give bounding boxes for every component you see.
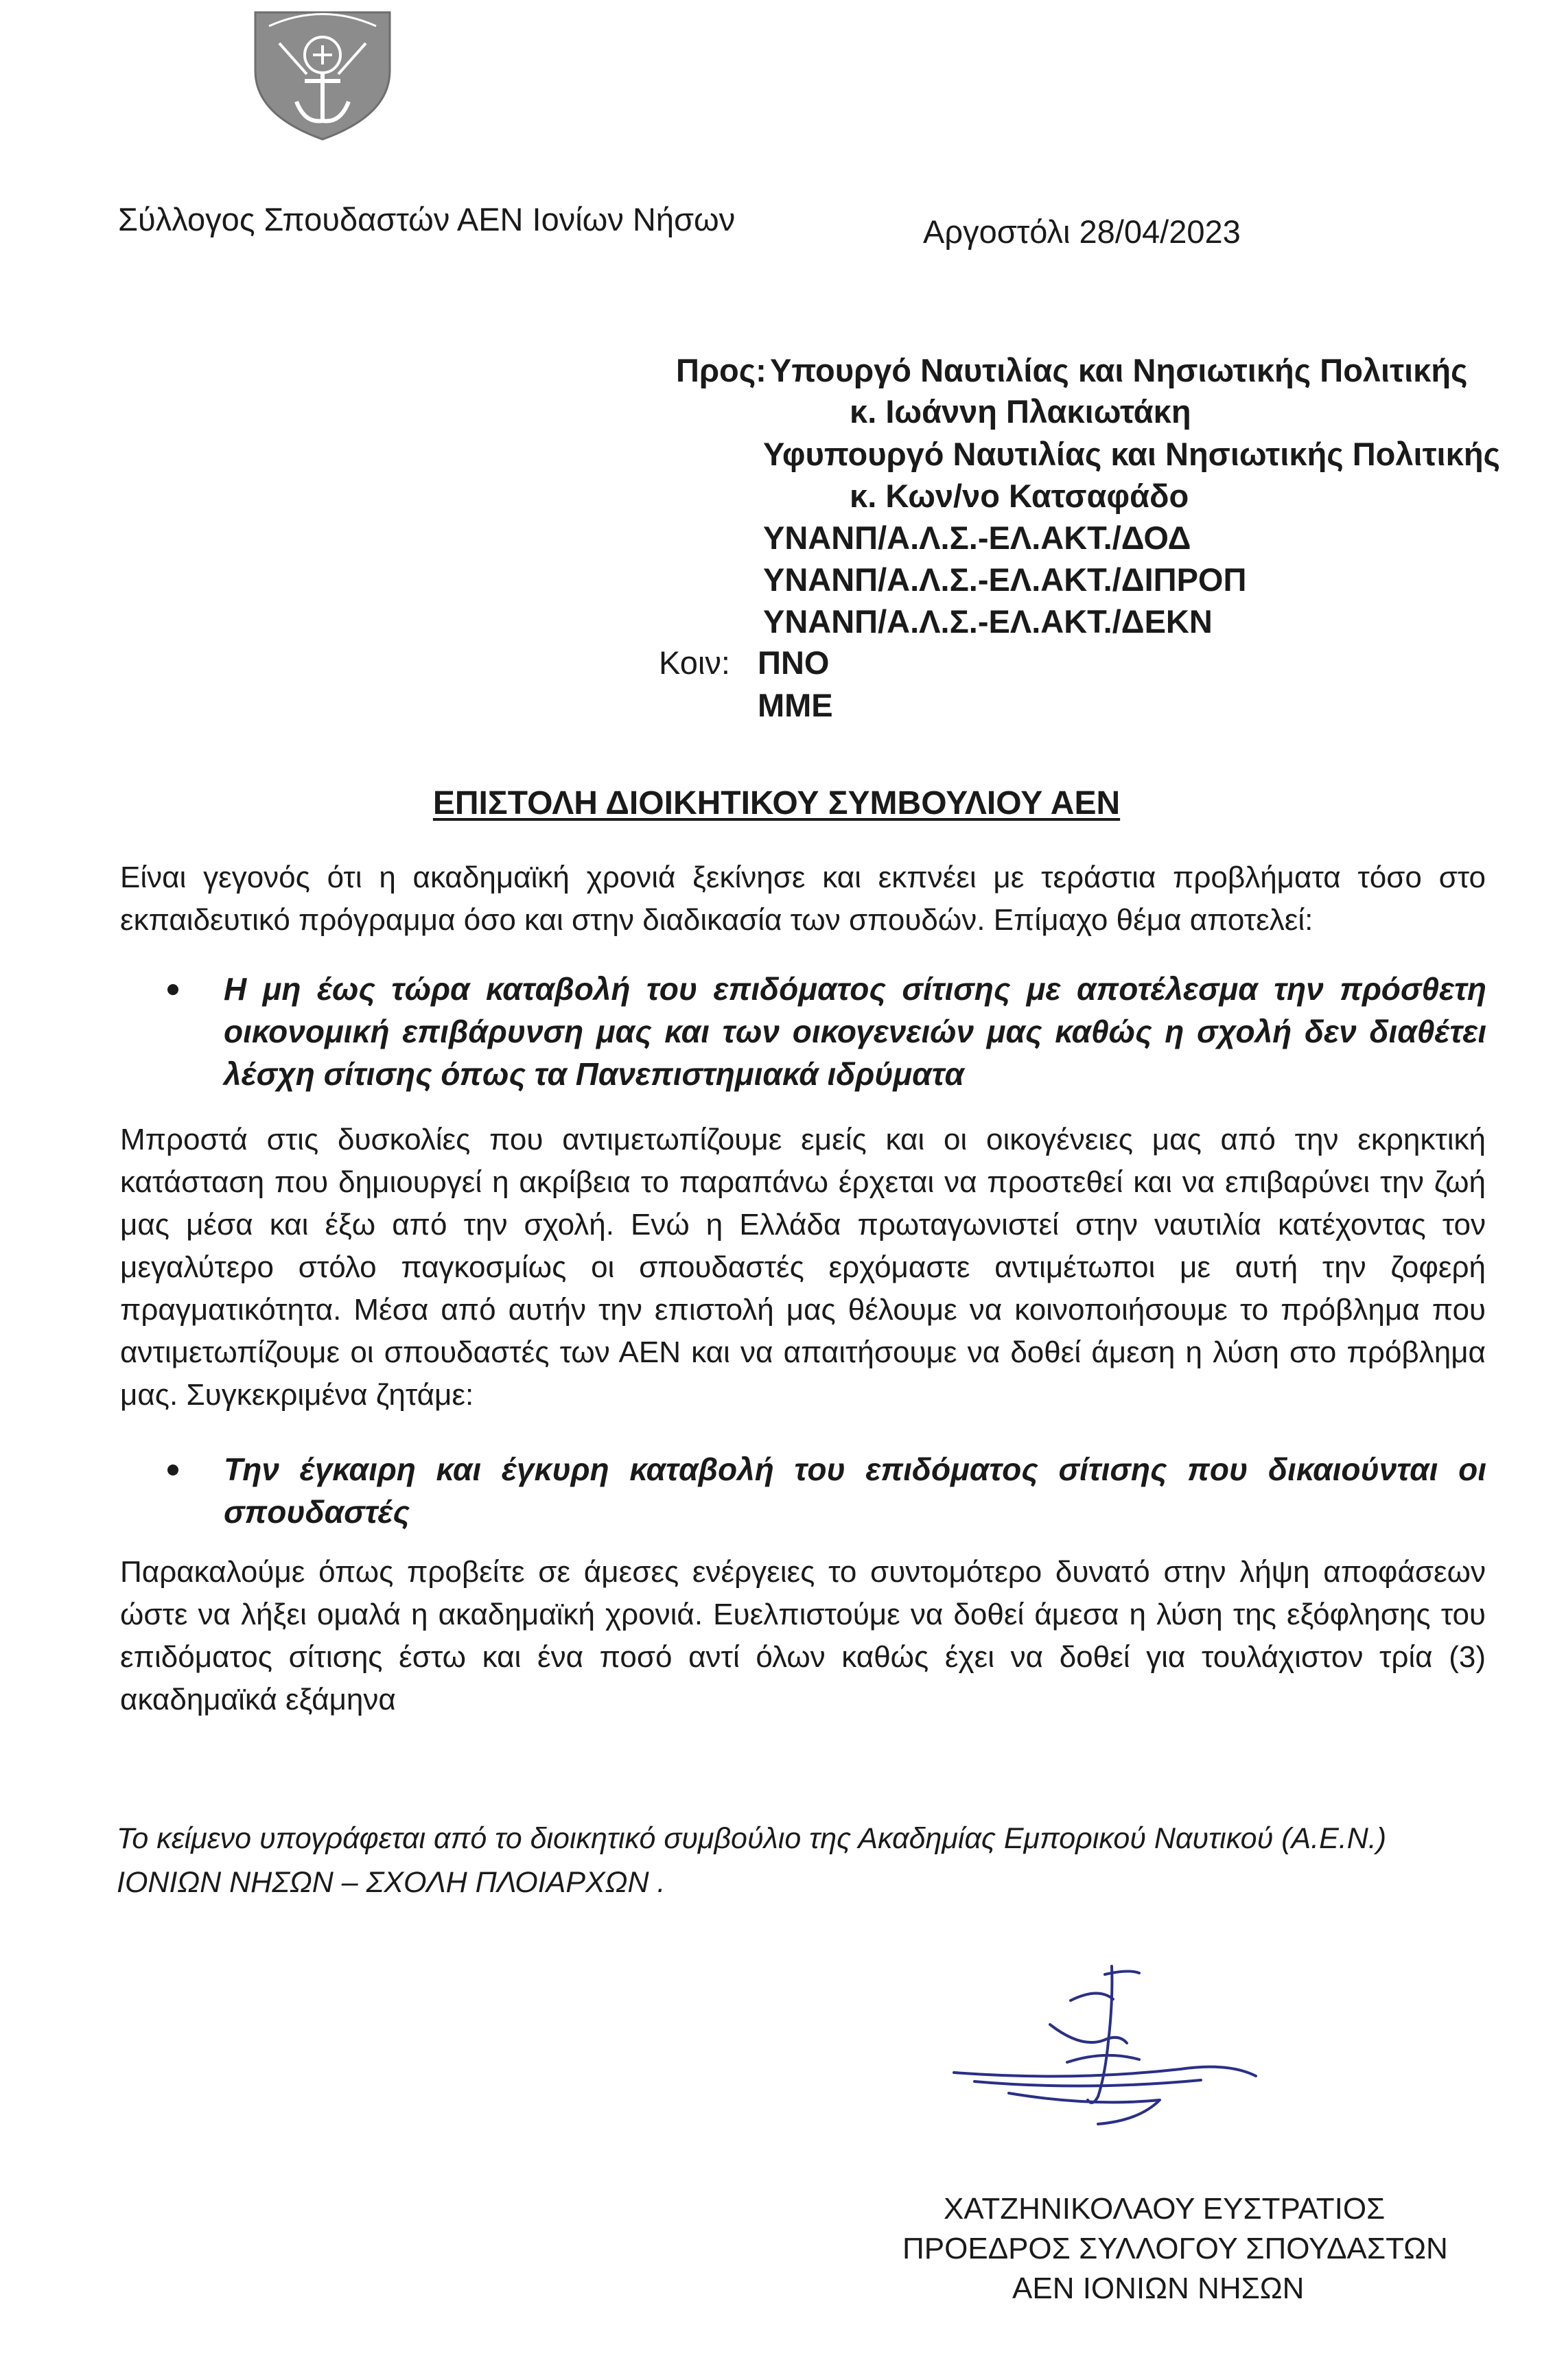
intro-paragraph: Είναι γεγονός ότι η ακαδημαϊκή χρονιά ξεκίνησε και εκπνέει με τεράστια προβλήματα τόσο στο εκπαιδευτικό πρόγραμμα όσο και στην διαδικασία των σπουδών. Επίμαχο θέμα αποτελεί: — [120, 861, 1486, 937]
bullet-dot-icon — [167, 984, 178, 995]
signatory-role: ΠΡΟΕΔΡΟΣ ΣΥΛΛΟΓΟΥ ΣΠΟΥΔΑΣΤΩΝ — [902, 2232, 1448, 2265]
closing-line: Το κείμενο υπογράφεται από το διοικητικό συμβούλιο της Ακαδημίας Εμπορικού Ναυτικού (Α.Ε.Ν.) — [117, 1822, 1387, 1855]
signatory-org: ΑΕΝ ΙΟΝΙΩΝ ΝΗΣΩΝ — [1012, 2272, 1305, 2305]
main-paragraph: Μπροστά στις δυσκολίες που αντιμετωπίζουμε εμείς και οι οικογένειες μας από την εκρηκτική κατάσταση που δημιουργεί η ακρίβεια το παραπάνω έρχεται να προστεθεί και να επιβαρύνει την ζωή μας μέσα και έξω από την σχολή. Ενώ η Ελλάδα πρωταγωνιστεί στην ναυτιλία κατέχοντας τον μεγαλύτερο στόλο παγκοσμίως οι σπουδαστές ερχόμαστε αντιμέτωποι με αυτή την ζοφερή πραγματικότητα. Μέσα από αυτήν την επιστολή μας θέλουμε να κοινοποιήσουμε το πρόβλημα που αντιμετωπίζουμε οι σπουδαστές των ΑΕΝ και να απαιτήσουμε να δοθεί άμεση η λύση στο πρόβλημα μας. Συγκεκριμένα ζητάμε: — [120, 1123, 1486, 1412]
bullet-text: Η μη έως τώρα καταβολή του επιδόματος σίτισης με αποτέλεσμα την πρόσθετη οικονομική επιβάρυνση μας και των οικογενειών μας καθώς η σχολή δεν διαθέτει λέσχη σίτισης όπως τα Πανεπιστημιακά ιδρύματα — [224, 971, 1486, 1092]
bullet-item — [170, 968, 1486, 1098]
place-date: Αργοστόλι 28/04/2023 — [923, 213, 1241, 250]
recipient-line: κ. Κων/νο Κατσαφάδο — [850, 478, 1189, 514]
cc-line: ΜΜΕ — [758, 687, 833, 723]
letter-title: ΕΠΙΣΤΟΛΗ ΔΙΟΙΚΗΤΙΚΟΥ ΣΥΜΒΟΥΛΙΟΥ ΑΕΝ — [432, 785, 1121, 821]
bullet-dot-icon — [167, 1465, 178, 1475]
cc-label: Κοιν: — [659, 644, 730, 681]
bullet-text: Την έγκαιρη και έγκυρη καταβολή του επιδόματος σίτισης που δικαιούνται οι σπουδαστές — [224, 1451, 1486, 1530]
association-name: Σύλλογος Σπουδαστών ΑΕΝ Ιονίων Νήσων — [118, 201, 736, 237]
recipient-line: Υπουργό Ναυτιλίας και Νησιωτικής Πολιτικής — [770, 352, 1468, 388]
merchant-marine-crest-icon — [242, 5, 404, 143]
closing-line: ΙΟΝΙΩΝ ΝΗΣΩΝ – ΣΧΟΛΗ ΠΛΟΙΑΡΧΩΝ . — [117, 1866, 666, 1899]
handwritten-signature — [933, 1959, 1276, 2165]
cc-line: ΠΝΟ — [758, 644, 830, 681]
recipient-line: ΥΝΑΝΠ/Α.Λ.Σ.-ΕΛ.ΑΚΤ./ΔΕΚΝ — [763, 603, 1213, 640]
bullet-item — [170, 1448, 1486, 1537]
signatory-name: ΧΑΤΖΗΝΙΚΟΛΑΟΥ ΕΥΣΤΡΑΤΙΟΣ — [944, 2192, 1386, 2226]
recipient-line: ΥΝΑΝΠ/Α.Λ.Σ.-ΕΛ.ΑΚΤ./ΔΟΔ — [763, 520, 1191, 556]
recipient-line: Υφυπουργό Ναυτιλίας και Νησιωτικής Πολιτικής — [763, 436, 1500, 472]
request-paragraph: Παρακαλούμε όπως προβείτε σε άμεσες ενέργειες το συντομότερο δυνατό στην λήψη αποφάσεων ώστε να λήξει ομαλά η ακαδημαϊκή χρονιά. Ευελπιστούμε να δοθεί άμεσα η λύση της εξόφλησης του επιδόματος σίτισης έστω και ένα ποσό αντί όλων καθώς έχει να δοθεί για τουλάχιστον τρία (3) ακαδημαϊκά εξάμηνα — [120, 1555, 1486, 1716]
recipient-line: ΥΝΑΝΠ/Α.Λ.Σ.-ΕΛ.ΑΚΤ./ΔΙΠΡΟΠ — [763, 561, 1247, 598]
to-label: Προς: — [676, 352, 767, 388]
recipient-line: κ. Ιωάννη Πλακιωτάκη — [850, 393, 1191, 430]
